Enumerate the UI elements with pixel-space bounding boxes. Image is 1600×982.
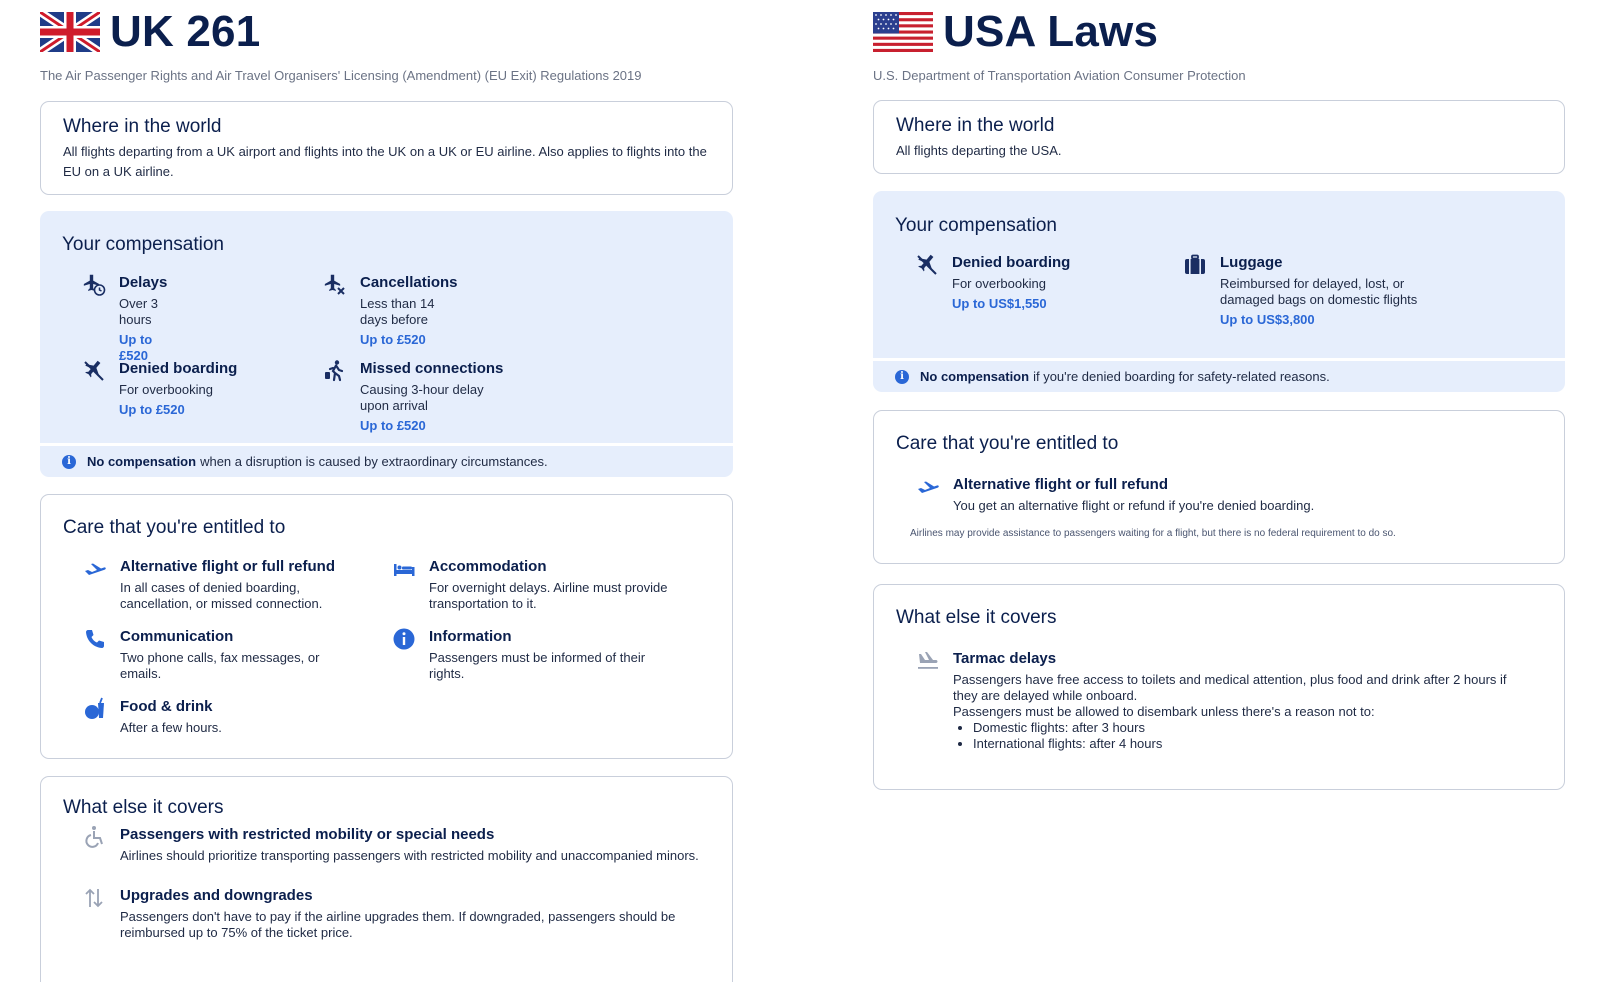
list-item: • International flights: after 4 hours [973, 736, 1513, 752]
uk-title: UK 261 [110, 7, 261, 56]
plane-icon [83, 557, 107, 581]
uk-where-card [40, 101, 733, 195]
uk-care-accommodation-desc: For overnight delays. Airline must provide transportation to it. [429, 580, 668, 611]
plane-icon [916, 475, 940, 499]
uk-comp-delays-name: Delays [119, 274, 168, 291]
usa-where-card [873, 100, 1565, 174]
uk-else-upgrades-desc: Passengers don't have to pay if the airline upgrades them. If downgraded, passengers should be reimbursed up to 75% of the ticket price. [120, 909, 676, 940]
uk-care-information-name: Information [429, 628, 512, 645]
uk-comp-cancellations-desc: Less than 14 days before [360, 296, 435, 327]
us-flag-icon [873, 12, 933, 52]
phone-icon [83, 627, 107, 651]
uk-where-text: All flights departing from a UK airport and flights into the UK on a UK or EU airline. Also applies to flights into the EU on a UK airline. [63, 144, 707, 179]
uk-comp-missed-name: Missed connections [360, 360, 504, 377]
usa-where-text: All flights departing the USA. [896, 143, 1062, 158]
uk-else-heading: What else it covers [63, 797, 224, 818]
usa-care-heading: Care that you're entitled to [896, 433, 1119, 454]
usa-comp-luggage-amount: Up to US$3,800 [1220, 312, 1315, 327]
uk-compensation-notice [40, 443, 733, 477]
food-drink-icon [83, 697, 107, 721]
usa-column [873, 0, 1565, 751]
uk-comp-delays-desc: Over 3 hours [119, 296, 159, 327]
uk-care-accommodation-name: Accommodation [429, 558, 547, 575]
usa-where-heading: Where in the world [896, 115, 1055, 136]
wheelchair-icon [83, 825, 107, 849]
info-icon [392, 627, 416, 651]
usa-comp-denied-name: Denied boarding [952, 254, 1071, 271]
usa-else-tarmac-desc: Passengers have free access to toilets and medical attention, plus food and drink after 2 hours if they are delayed while onboard. [953, 672, 1507, 703]
usa-comp-luggage-desc: Reimbursed for delayed, lost, or damaged bags on domestic flights [1220, 276, 1418, 307]
usa-else-card [873, 584, 1565, 790]
usa-compensation-heading: Your compensation [895, 215, 1057, 236]
uk-care-communication-name: Communication [120, 628, 234, 645]
info-icon: i [895, 370, 909, 384]
uk-comp-denied-name: Denied boarding [119, 360, 238, 377]
plane-landing-icon [916, 649, 940, 673]
usa-comp-denied-desc: For overbooking [952, 276, 1046, 291]
up-down-arrows-icon [83, 886, 107, 910]
plane-denied-icon [82, 359, 106, 383]
uk-comp-delays-amount: Up to £520 [119, 332, 153, 363]
usa-care-fine-print: Airlines may provide assistance to passengers waiting for a flight, but there is no federal requirement to do so. [910, 528, 1396, 539]
uk-title-row [40, 2, 733, 62]
usa-care-alt-name: Alternative flight or full refund [953, 476, 1169, 493]
uk-subtitle: The Air Passenger Rights and Air Travel Organisers' Licensing (Amendment) (EU Exit) Regulations 2019 [40, 68, 642, 83]
luggage-icon [1183, 253, 1207, 277]
usa-care-alt-desc: You get an alternative flight or refund if you're denied boarding. [953, 498, 1315, 513]
uk-else-mobility-desc: Airlines should prioritize transporting passengers with restricted mobility and unaccompanied minors. [120, 848, 699, 863]
uk-notice-text: when a disruption is caused by extraordinary circumstances. [200, 454, 548, 469]
uk-comp-denied-desc: For overbooking [119, 382, 213, 397]
uk-else-upgrades-name: Upgrades and downgrades [120, 887, 313, 904]
uk-where-heading: Where in the world [63, 116, 222, 137]
uk-care-food-name: Food & drink [120, 698, 213, 715]
usa-care-card [873, 410, 1565, 564]
usa-comp-luggage-name: Luggage [1220, 254, 1283, 271]
usa-notice-bold: No compensation [920, 369, 1030, 384]
usa-compensation-card [873, 191, 1565, 392]
uk-else-mobility-name: Passengers with restricted mobility or special needs [120, 826, 495, 843]
uk-compensation-card [40, 211, 733, 477]
uk-care-card [40, 494, 733, 759]
usa-else-tarmac-name: Tarmac delays [953, 650, 1057, 667]
uk-care-communication-desc: Two phone calls, fax messages, or emails. [120, 650, 320, 681]
usa-else-tarmac-desc2: Passengers must be allowed to disembark unless there's a reason not to: [953, 704, 1375, 719]
uk-care-food-desc: After a few hours. [120, 720, 222, 735]
uk-care-alt-desc: In all cases of denied boarding, cancellation, or missed connection. [120, 580, 323, 611]
uk-care-alt-name: Alternative flight or full refund [120, 558, 336, 575]
usa-comp-denied-amount: Up to US$1,550 [952, 296, 1047, 311]
uk-flag-icon [40, 12, 100, 52]
uk-comp-cancellations-amount: Up to £520 [360, 332, 426, 347]
usa-else-heading: What else it covers [896, 607, 1057, 628]
traveler-icon [323, 359, 347, 383]
usa-subtitle: U.S. Department of Transportation Aviation Consumer Protection [873, 68, 1246, 83]
uk-comp-missed-amount: Up to £520 [360, 418, 426, 433]
uk-comp-missed-desc: Causing 3-hour delay upon arrival [360, 382, 484, 413]
info-icon: i [62, 455, 76, 469]
plane-clock-icon [82, 273, 106, 297]
uk-care-heading: Care that you're entitled to [63, 517, 286, 538]
uk-comp-denied-amount: Up to £520 [119, 402, 185, 417]
uk-column [40, 0, 733, 940]
usa-notice-text: if you're denied boarding for safety-related reasons. [1033, 369, 1330, 384]
usa-title: USA Laws [943, 7, 1159, 56]
list-item: • Domestic flights: after 3 hours [973, 720, 1513, 736]
usa-title-row [873, 2, 1565, 62]
usa-else-tarmac-bullets [953, 720, 1513, 752]
uk-notice-bold: No compensation [87, 454, 197, 469]
plane-denied-icon [915, 253, 939, 277]
uk-comp-cancellations-name: Cancellations [360, 274, 458, 291]
usa-compensation-notice [873, 358, 1565, 392]
bed-icon [392, 557, 416, 581]
uk-care-information-desc: Passengers must be informed of their rights. [429, 650, 646, 681]
uk-compensation-heading: Your compensation [62, 234, 224, 255]
uk-else-card [40, 776, 733, 982]
plane-cancel-icon [323, 273, 347, 297]
